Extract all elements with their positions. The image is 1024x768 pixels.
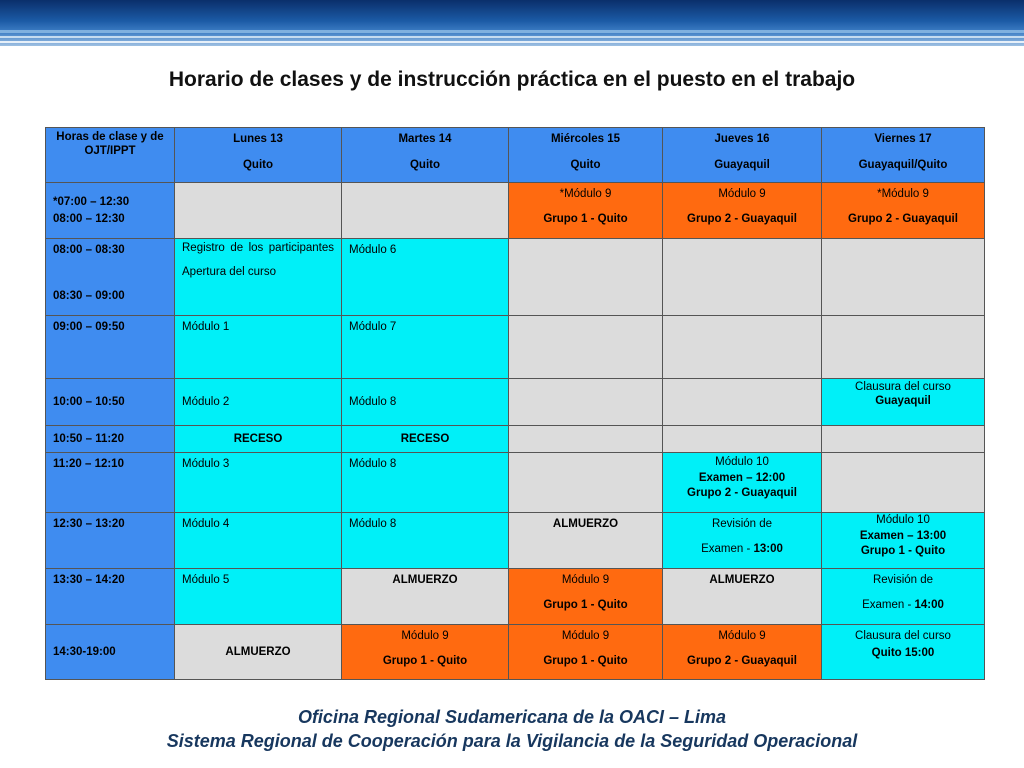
cell-text: *Módulo 9 — [559, 188, 612, 200]
cell-text: Grupo 2 - Guayaquil — [687, 487, 797, 500]
header-day-fri — [822, 128, 985, 183]
cell-tue — [342, 183, 509, 239]
cell-text — [829, 597, 977, 614]
table-row — [46, 239, 985, 316]
cell-wed — [509, 379, 663, 426]
cell-thu — [663, 625, 822, 680]
cell-fri — [822, 379, 985, 426]
table-row — [46, 426, 985, 453]
table-row — [46, 453, 985, 513]
time-cell: 13:30 – 14:20 — [46, 569, 175, 625]
time-cell: 12:30 – 13:20 — [46, 513, 175, 569]
cell-tue: Módulo 8 — [342, 379, 509, 426]
cell-tue: Módulo 7 — [342, 316, 509, 379]
cell-mon: Módulo 5 — [175, 569, 342, 625]
header-day-label: Martes 14 — [398, 133, 452, 145]
cell-text: Revisión de — [711, 518, 773, 530]
cell-thu — [663, 316, 822, 379]
cell-text: Módulo 9 — [718, 630, 766, 642]
header-hours: Horas de clase y de OJT/IPPT — [46, 128, 175, 183]
cell-text: Módulo 9 — [718, 188, 766, 200]
cell-wed — [509, 239, 663, 316]
cell-tue — [342, 625, 509, 680]
cell-wed — [509, 316, 663, 379]
header-place-label: Guayaquil — [714, 158, 770, 171]
cell-text: Módulo 10 — [715, 456, 769, 468]
cell-fri — [822, 183, 985, 239]
time-label: *07:00 – 12:30 — [53, 195, 130, 208]
cell-tue: Módulo 8 — [342, 513, 509, 569]
header-day-thu — [663, 128, 822, 183]
cell-thu — [663, 379, 822, 426]
time-label: 08:00 – 12:30 — [53, 212, 125, 225]
header-place-label: Quito — [409, 158, 441, 171]
cell-fri — [822, 569, 985, 625]
cell-mon — [175, 183, 342, 239]
table-row — [46, 316, 985, 379]
time-cell: 10:50 – 11:20 — [46, 426, 175, 453]
time-cell — [46, 183, 175, 239]
cell-fri — [822, 453, 985, 513]
header-day-wed — [509, 128, 663, 183]
cell-text: Clausura del curso — [855, 381, 951, 393]
time-cell: 09:00 – 09:50 — [46, 316, 175, 379]
cell-text: Quito 15:00 — [871, 646, 935, 659]
header-place-label: Quito — [570, 158, 601, 171]
cell-fri — [822, 513, 985, 569]
header-place-label: Quito — [242, 158, 274, 171]
cell-text: Examen - — [862, 598, 915, 611]
cell-mon: RECESO — [175, 426, 342, 453]
cell-thu — [663, 426, 822, 453]
cell-wed — [509, 569, 663, 625]
cell-mon: Módulo 2 — [175, 379, 342, 426]
table-row — [46, 379, 985, 426]
cell-text: Grupo 1 - Quito — [860, 545, 946, 558]
cell-text: Módulo 9 — [401, 630, 449, 642]
cell-text: Examen – 13:00 — [859, 529, 947, 542]
banner-stripe — [0, 30, 1024, 33]
header-day-mon — [175, 128, 342, 183]
cell-text: *Módulo 9 — [877, 188, 929, 200]
header-day-label: Viernes 17 — [874, 133, 932, 145]
cell-wed: ALMUERZO — [509, 513, 663, 569]
cell-text: Examen - — [701, 542, 754, 555]
header-day-label: Jueves 16 — [714, 133, 770, 145]
cell-tue: ALMUERZO — [342, 569, 509, 625]
cell-text: Registro de los participantes — [182, 242, 334, 254]
cell-text: Guayaquil — [875, 395, 931, 408]
banner-stripe — [0, 41, 1024, 43]
time-label: 08:30 – 09:00 — [53, 289, 125, 302]
footer-system: Sistema Regional de Cooperación para la Vigilancia de la Seguridad Operacional — [166, 731, 858, 751]
cell-mon: ALMUERZO — [175, 625, 342, 680]
cell-text — [670, 541, 814, 558]
cell-fri — [822, 625, 985, 680]
cell-text: Grupo 1 - Quito — [543, 598, 628, 611]
top-banner — [0, 0, 1024, 46]
cell-text: Grupo 1 - Quito — [543, 212, 628, 225]
cell-mon: Módulo 4 — [175, 513, 342, 569]
cell-fri — [822, 426, 985, 453]
cell-text: Examen – 12:00 — [698, 471, 786, 484]
schedule-table — [45, 127, 985, 680]
table-row — [46, 183, 985, 239]
time-cell — [46, 239, 175, 316]
header-day-label: Lunes 13 — [233, 133, 283, 145]
cell-fri — [822, 316, 985, 379]
time-cell: 14:30-19:00 — [46, 625, 175, 680]
table-header-row — [46, 128, 985, 183]
cell-text: Módulo 9 — [561, 574, 610, 586]
cell-thu — [663, 513, 822, 569]
cell-text: Grupo 2 - Guayaquil — [687, 654, 797, 667]
time-cell: 11:20 – 12:10 — [46, 453, 175, 513]
cell-tue: RECESO — [342, 426, 509, 453]
cell-text: 14:00 — [914, 598, 944, 611]
cell-wed — [509, 426, 663, 453]
cell-text: Revisión de — [872, 574, 934, 586]
slide-title: Horario de clases y de instrucción práctica en el puesto en el trabajo — [168, 68, 856, 91]
cell-text: Grupo 1 - Quito — [382, 654, 468, 667]
cell-thu — [663, 239, 822, 316]
cell-text: Clausura del curso — [855, 630, 951, 642]
footer-office: Oficina Regional Sudamericana de la OACI – Lima — [297, 707, 727, 727]
header-day-tue — [342, 128, 509, 183]
cell-wed — [509, 625, 663, 680]
cell-text: Módulo 9 — [561, 630, 610, 642]
cell-thu — [663, 183, 822, 239]
cell-text: Grupo 1 - Quito — [543, 654, 628, 667]
cell-text: Grupo 2 - Guayaquil — [687, 212, 797, 225]
header-day-label: Miércoles 15 — [550, 133, 621, 145]
cell-thu — [663, 453, 822, 513]
table-row — [46, 625, 985, 680]
time-label: 08:00 – 08:30 — [53, 244, 125, 256]
cell-text: 13:00 — [753, 542, 783, 555]
cell-text: Módulo 10 — [876, 514, 930, 526]
header-place-label: Guayaquil/Quito — [858, 158, 948, 171]
table-row — [46, 569, 985, 625]
banner-stripe — [0, 36, 1024, 38]
cell-thu: ALMUERZO — [663, 569, 822, 625]
cell-tue: Módulo 8 — [342, 453, 509, 513]
cell-wed — [509, 453, 663, 513]
cell-tue: Módulo 6 — [342, 239, 509, 316]
cell-text: Grupo 2 - Guayaquil — [848, 212, 958, 225]
cell-wed — [509, 183, 663, 239]
cell-mon — [175, 239, 342, 316]
cell-fri — [822, 239, 985, 316]
cell-mon: Módulo 3 — [175, 453, 342, 513]
table-row — [46, 513, 985, 569]
cell-mon: Módulo 1 — [175, 316, 342, 379]
time-cell: 10:00 – 10:50 — [46, 379, 175, 426]
cell-text: Apertura del curso — [182, 265, 276, 278]
